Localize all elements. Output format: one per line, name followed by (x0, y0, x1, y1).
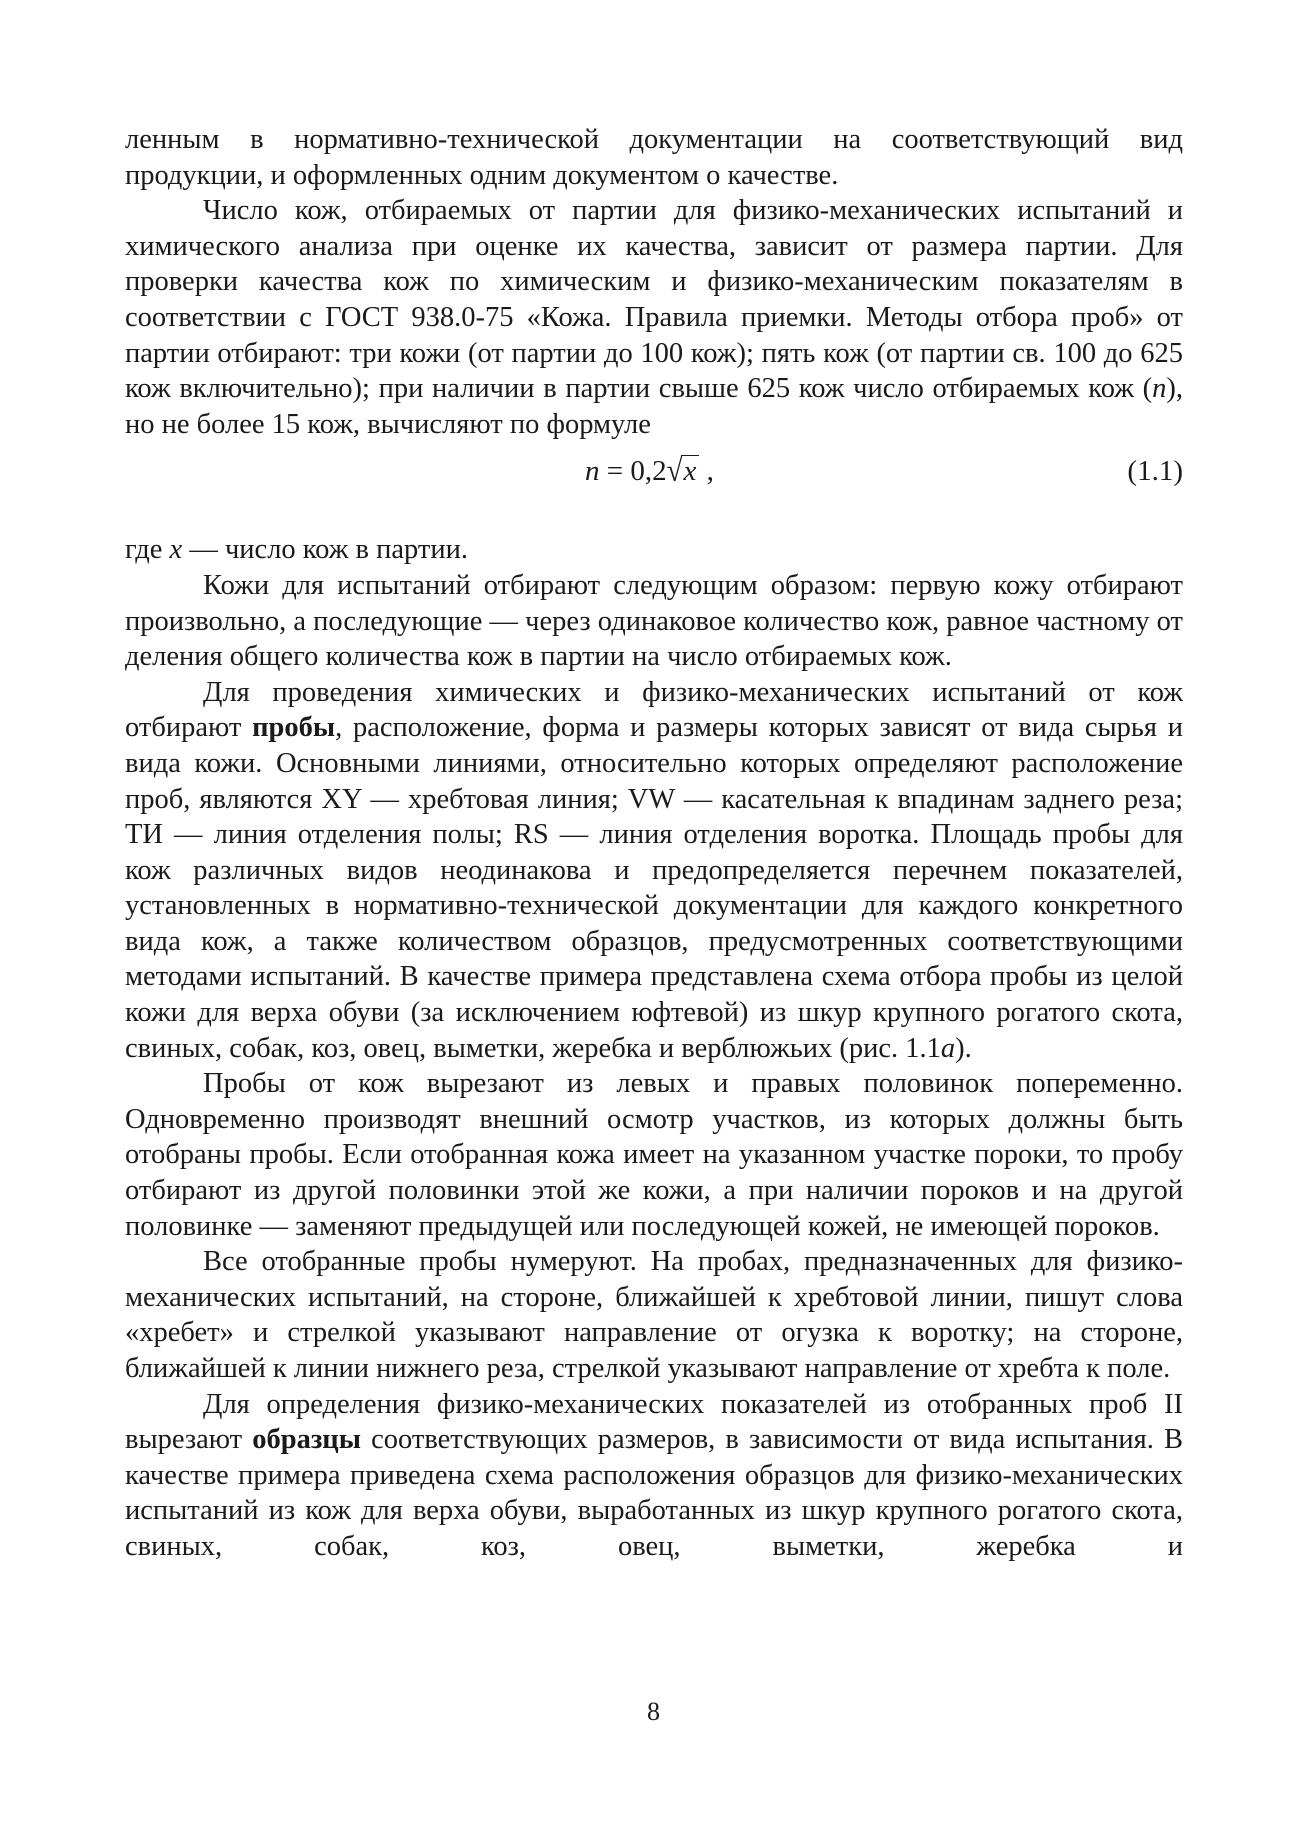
document-page (125, 122, 1183, 1565)
paragraph-3 (125, 532, 1183, 568)
paragraph-2 (125, 193, 1183, 442)
formula-trailing-comma: , (699, 455, 714, 488)
paragraph-5-start: Для проведения химических и физико-механических испытаний от кож отбирают (125, 676, 1183, 744)
paragraph-4-text: Кожи для испытаний отбирают следующим образом: первую кожу отбирают произвольно, а последующие — через одинаковое количество кож, равное частному от деления общего количества кож в партии на число отбираемых кож. (125, 569, 1183, 673)
sqrt-icon: √ (666, 453, 683, 490)
paragraph-5 (125, 675, 1183, 1067)
paragraph-4 (125, 568, 1183, 675)
paragraph-1-text: ленным в нормативно-технической документации на соответствующий вид продукции, и оформленных одним документом о качестве. (125, 124, 1183, 191)
paragraph-7 (125, 1244, 1183, 1386)
page-number: 8 (647, 1697, 660, 1726)
paragraph-6 (125, 1066, 1183, 1244)
paragraph-5-text: , расположение, форма и размеры которых зависят от вида сырья и вида кожи. Основными линиями, относительно которых определяют расположение проб, являются XY — хребтовая линия; VW — касательная к впадинам заднего реза; TИ — линия отделения полы; RS — линия отделения воротка. Площадь пробы для кож различных видов неодинакова и предопределяется перечнем показателей, установленных в нормативно-технической документации для каждого конкретного вида кож, а также количеством образцов, предусмотренных соответствующими методами испытаний. В качестве примера представлена схема отбора пробы из целой кожи для верха обуви (за исключением юфтевой) из шкур крупного рогатого скота, свиных, собак, коз, овец, выметки, жеребка и верблюжьих (рис. 1.1 (125, 712, 1183, 1064)
paragraph-3-end: — число кож в партии. (182, 534, 468, 566)
figure-ref-letter: а (940, 1032, 956, 1064)
formula-radicand: x (683, 455, 697, 488)
formula-coefficient: = 0,2 (599, 455, 667, 488)
formula-expression (585, 454, 714, 490)
term-specimens-bold: образцы (252, 1424, 361, 1456)
paragraph-8 (125, 1387, 1183, 1565)
paragraph-2-end: ), но не более 15 кож, вычисляют по формуле (125, 373, 1183, 440)
paragraph-3-start: где (125, 534, 170, 566)
formula-radicand-box (681, 455, 700, 486)
paragraph-2-text: Число кож, отбираемых от партии для физико-механических испытаний и химического анализа при оценке их качества, зависит от размера партии. Для проверки качества кож по химическим и физико-механическим показателям в соответствии с ГОСТ 938.0-75 «Кожа. Правила приемки. Методы отбора проб» от партии отбирают: три кожи (от партии до 100 кож); пять кож (от партии св. 100 до 625 кож включительно); при наличии в партии свыше 625 кож число отбираемых кож ( (125, 195, 1183, 405)
paragraph-5-tail: ). (955, 1032, 972, 1064)
term-samples-bold: пробы (252, 712, 336, 744)
formula-lhs: n (585, 455, 600, 488)
formula-spacer (125, 516, 1183, 532)
variable-x: x (169, 534, 183, 566)
paragraph-8-start: Для определения физико-механических показателей из отобранных проб II вырезают (125, 1388, 1183, 1456)
formula-number: (1.1) (1127, 455, 1183, 488)
paragraph-7-text: Все отобранные пробы нумеруют. На пробах, предназначенных для физико-механических испытаний, на стороне, ближайшей к хребтовой линии, пишут слова «хребет» и стрелкой указывают направление от огузка к воротку; на стороне, ближайшей к линии нижнего реза, стрелкой указывают направление от хребта к поле. (125, 1246, 1183, 1384)
paragraph-1 (125, 122, 1183, 193)
formula-1-1 (125, 444, 1183, 516)
paragraph-6-text: Пробы от кож вырезают из левых и правых половинок попеременно. Одновременно производят внешний осмотр участков, из которых должны быть отобраны пробы. Если отобранная кожа имеет на указанном участке пороки, то пробу отбирают из другой половинки этой же кожи, а при наличии пороков и на другой половинке — заменяют предыдущей или последующей кожей, не имеющей пороков. (125, 1068, 1183, 1242)
variable-n: n (1152, 373, 1167, 405)
paragraph-8-text: соответствующих размеров, в зависимости от вида испытания. В качестве примера приведена схема расположения образцов для физико-механических испытаний из кож для верха обуви, выработанных из шкур крупного рогатого скота, свиных, собак, коз, овец, выметки, жеребка и (125, 1424, 1183, 1562)
